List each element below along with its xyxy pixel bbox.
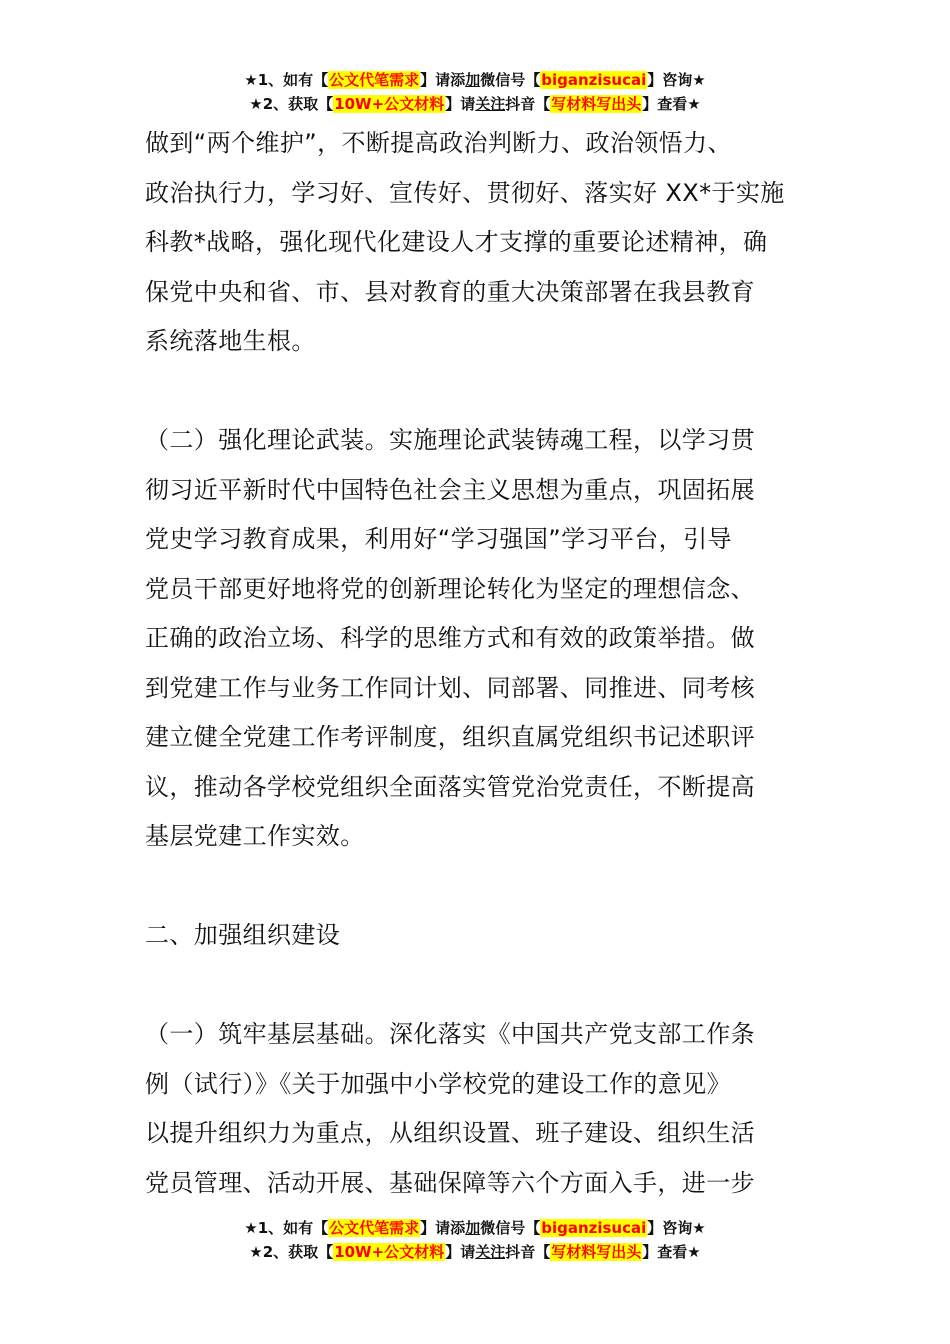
text-line: 正确的政治立场、科学的思维方式和有效的政策举措。做 bbox=[145, 624, 755, 652]
footer-banner bbox=[0, 1216, 950, 1264]
banner-text: 】咨询★ bbox=[647, 1219, 706, 1237]
text-line: （二）强化理论武装。实施理论武装铸魂工程，以学习贯 bbox=[145, 426, 755, 454]
text-line: 基层党建工作实效。 bbox=[145, 822, 365, 850]
text-line: 做到“两个维护”，不断提高政治判断力、政治领悟力、 bbox=[145, 129, 732, 157]
text-line: 科教*战略，强化现代化建设人才支撑的重要论述精神，确 bbox=[145, 228, 768, 256]
banner-text: 抖音【 bbox=[505, 95, 551, 113]
banner-text: ★2、获取【 bbox=[249, 1243, 334, 1261]
banner-text: 】查看★ bbox=[642, 95, 701, 113]
banner-text: 抖音【 bbox=[505, 1243, 551, 1261]
banner-highlight: 10W+公文材料 bbox=[334, 1243, 445, 1261]
paragraph-1 bbox=[145, 119, 810, 367]
banner-highlight: biganzisucai bbox=[541, 1219, 647, 1237]
paragraph-2 bbox=[145, 416, 810, 862]
banner-highlight: 公文代笔需求 bbox=[329, 1219, 420, 1237]
banner-text: ★1、如有【 bbox=[244, 71, 329, 89]
banner-underline-text: 加 bbox=[465, 71, 481, 89]
banner-text: ★2、获取【 bbox=[249, 95, 334, 113]
text-line: 议，推动各学校党组织全面落实管党治党责任，不断提高 bbox=[145, 772, 755, 801]
banner-text: 】请 bbox=[445, 1243, 476, 1261]
header-banner bbox=[0, 68, 950, 116]
section-heading: 二、加强组织建设 bbox=[145, 921, 341, 949]
banner-text: 微信号【 bbox=[480, 71, 541, 89]
text-line: 例（试行）》《关于加强中小学校党的建设工作的意见》 bbox=[145, 1069, 731, 1098]
banner-text: 】咨询★ bbox=[647, 71, 706, 89]
text-line: 建立健全党建工作考评制度，组织直属党组织书记述职评 bbox=[145, 723, 755, 751]
text-line: （一）筑牢基层基础。深化落实《中国共产党支部工作条 bbox=[145, 1020, 755, 1048]
banner-text: 】查看★ bbox=[642, 1243, 701, 1261]
text-line: 系统落地生根。 bbox=[145, 327, 316, 355]
banner-underline-text: 关注 bbox=[475, 1243, 506, 1261]
text-line: 彻习近平新时代中国特色社会主义思想为重点，巩固拓展 bbox=[145, 475, 755, 504]
banner-highlight: 公文代笔需求 bbox=[329, 71, 420, 89]
paragraph-3 bbox=[145, 1010, 810, 1208]
banner-highlight: 写材料写出头 bbox=[551, 95, 642, 113]
text-line: 党史学习教育成果，利用好“学习强国”学习平台，引导 bbox=[145, 525, 732, 553]
text-line: 保党中央和省、市、县对教育的重大决策部署在我县教育 bbox=[145, 277, 755, 306]
banner-underline-text: 关注 bbox=[475, 95, 506, 113]
text-line: 党员管理、活动开展、基础保障等六个方面入手，进一步 bbox=[145, 1168, 755, 1197]
banner-text: 】请 bbox=[445, 95, 476, 113]
banner-highlight: 10W+公文材料 bbox=[334, 95, 445, 113]
banner-text: 】请添 bbox=[420, 71, 466, 89]
text-line: 政治执行力，学习好、宣传好、贯彻好、落实好 XX*于实施 bbox=[145, 178, 785, 207]
text-line: 到党建工作与业务工作同计划、同部署、同推进、同考核 bbox=[145, 673, 755, 702]
banner-line-1 bbox=[0, 1216, 950, 1240]
banner-text: 微信号【 bbox=[480, 1219, 541, 1237]
banner-highlight: 写材料写出头 bbox=[551, 1243, 642, 1261]
banner-line-2 bbox=[0, 1240, 950, 1264]
banner-highlight: biganzisucai bbox=[541, 71, 647, 89]
banner-line-1 bbox=[0, 68, 950, 92]
banner-text: 】请添 bbox=[420, 1219, 466, 1237]
document-body bbox=[145, 119, 810, 1208]
text-line: 党员干部更好地将党的创新理论转化为坚定的理想信念、 bbox=[145, 574, 755, 603]
banner-underline-text: 加 bbox=[465, 1219, 481, 1237]
text-line: 以提升组织力为重点，从组织设置、班子建设、组织生活 bbox=[145, 1119, 755, 1147]
banner-line-2 bbox=[0, 92, 950, 116]
banner-text: ★1、如有【 bbox=[244, 1219, 329, 1237]
